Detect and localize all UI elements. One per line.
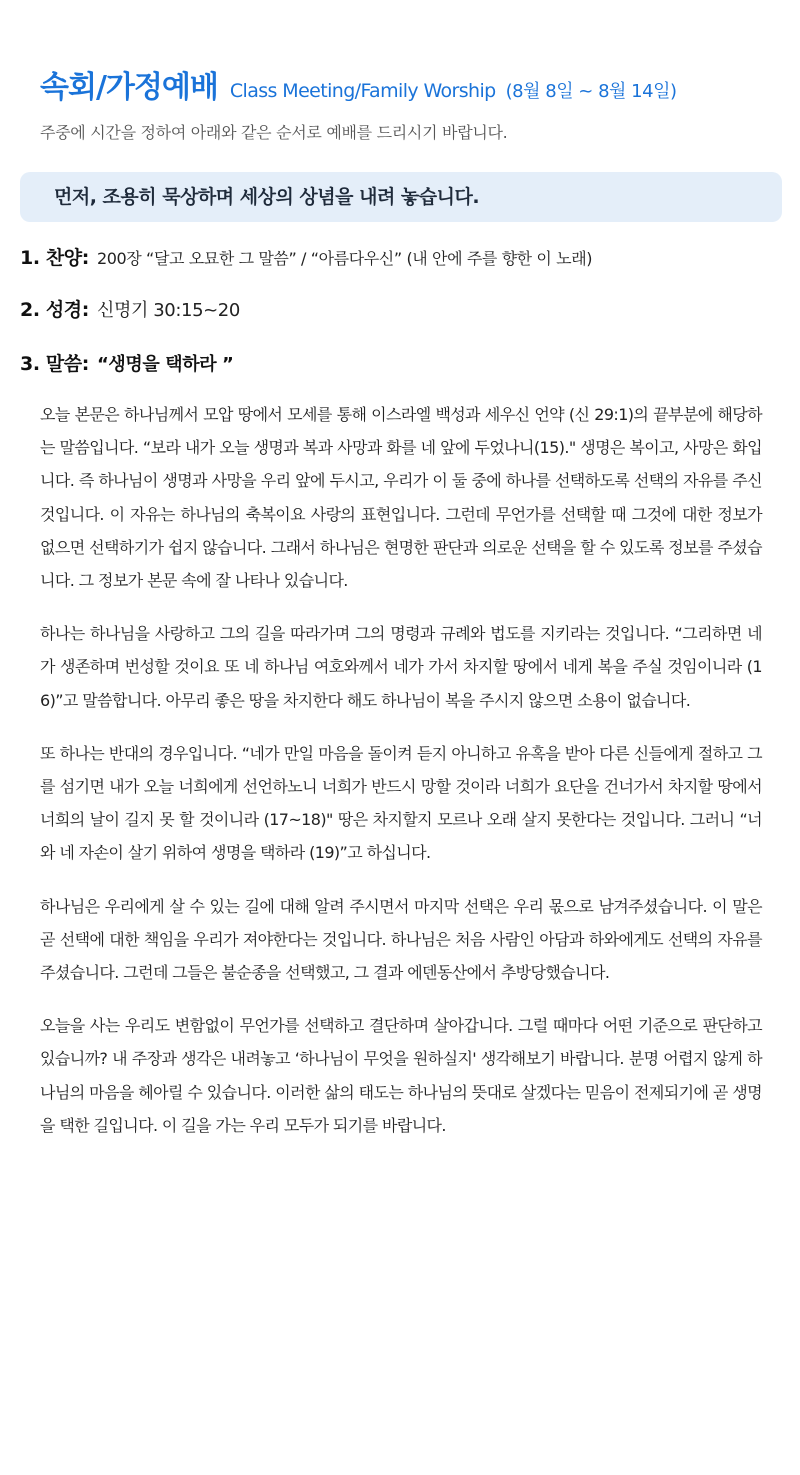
hymn-content: 200장 “달고 오묘한 그 말씀” / “아름다우신” (내 안에 주를 향한 이 노래) xyxy=(96,249,593,268)
order-item-hymn xyxy=(20,243,592,270)
order-item-label: 2. 성경: xyxy=(20,299,89,321)
order-item-label: 1. 찬양: xyxy=(20,247,89,269)
sermon-paragraph: 하나님은 우리에게 살 수 있는 길에 대해 알려 주시면서 마지막 선택은 우리 몫으로 남겨주셨습니다. 이 말은 곧 선택에 대한 책임을 우리가 져야한다는 것입니다. 하나님은 처음 사람인 아담과 하와에게도 선택의 자유를 주셨습니다. 그런데 그들은 불순종을 선택했고, 그 결과 에덴동산에서 추방당했습니다. xyxy=(40,896,762,983)
scripture-content: 신명기 30:15~20 xyxy=(96,300,240,321)
page-header xyxy=(40,62,676,106)
sermon-title: “생명을 택하라 ” xyxy=(96,354,234,375)
page-title-english: Class Meeting/Family Worship xyxy=(229,80,496,102)
meditation-banner-text: 먼저, 조용히 묵상하며 세상의 상념을 내려 놓습니다. xyxy=(54,186,480,208)
order-item-label: 3. 말씀: xyxy=(20,353,89,375)
meditation-banner xyxy=(20,172,782,222)
sermon-body xyxy=(40,398,762,1162)
date-range: (8월 8일 ~ 8월 14일) xyxy=(505,81,677,102)
order-item-scripture xyxy=(20,295,240,322)
sermon-paragraph: 오늘을 사는 우리도 변함없이 무언가를 선택하고 결단하며 살아갑니다. 그럴 때마다 어떤 기준으로 판단하고 있습니까? 내 주장과 생각은 내려놓고 ‘하나님이 무엇을 원하실지' 생각해보기 바랍니다. 분명 어렵지 않게 하나님의 마음을 헤아릴 수 있습니다. 이러한 삶의 태도는 하나님의 뜻대로 살겠다는 믿음이 전제되기에 곧 생명을 택한 길입니다. 이 길을 가는 우리 모두가 되기를 바랍니다. xyxy=(40,1016,762,1135)
page-subtitle: 주중에 시간을 정하여 아래와 같은 순서로 예배를 드리시기 바랍니다. xyxy=(40,123,508,142)
sermon-paragraph: 하나는 하나님을 사랑하고 그의 길을 따라가며 그의 명령과 규례와 법도를 지키라는 것입니다. “그리하면 네가 생존하며 번성할 것이요 또 네 하나님 여호와께서 네가 가서 차지할 땅에서 네게 복을 주실 것임이니라 (16)”고 말씀합니다. 아무리 좋은 땅을 차지한다 해도 하나님이 복을 주시지 않으면 소용이 없습니다. xyxy=(40,624,762,710)
sermon-paragraph: 또 하나는 반대의 경우입니다. “네가 만일 마음을 돌이켜 듣지 아니하고 유혹을 받아 다른 신들에게 절하고 그를 섬기면 내가 오늘 너희에게 선언하노니 너희가 반드시 망할 것이라 너희가 요단을 건너가서 차지할 땅에서 너희의 날이 길지 못 할 것이니라 (17~18)" 땅은 차지할지 모르나 오래 살지 못한다는 것입니다. 그러니 “너와 네 자손이 살기 위하여 생명을 택하라 (19)”고 하십니다. xyxy=(40,743,762,863)
page-title: 속회/가정예배 xyxy=(40,70,218,105)
order-item-sermon xyxy=(20,349,234,376)
sermon-paragraph: 오늘 본문은 하나님께서 모압 땅에서 모세를 통해 이스라엘 백성과 세우신 언약 (신 29:1)의 끝부분에 해당하는 말씀입니다. “보라 내가 오늘 생명과 복과 사망과 화를 네 앞에 두었나니(15)." 생명은 복이고, 사망은 화입니다. 즉 하나님이 생명과 사망을 우리 앞에 두시고, 우리가 이 둘 중에 하나를 선택하도록 선택의 자유를 주신 것입니다. 이 자유는 하나님의 축복이요 사랑의 표현입니다. 그런데 무언가를 선택할 때 그것에 대한 정보가 없으면 선택하기가 쉽지 않습니다. 그래서 하나님은 현명한 판단과 의로운 선택을 할 수 있도록 정보를 주셨습니다. 그 정보가 본문 속에 잘 나타나 있습니다. xyxy=(40,405,762,591)
